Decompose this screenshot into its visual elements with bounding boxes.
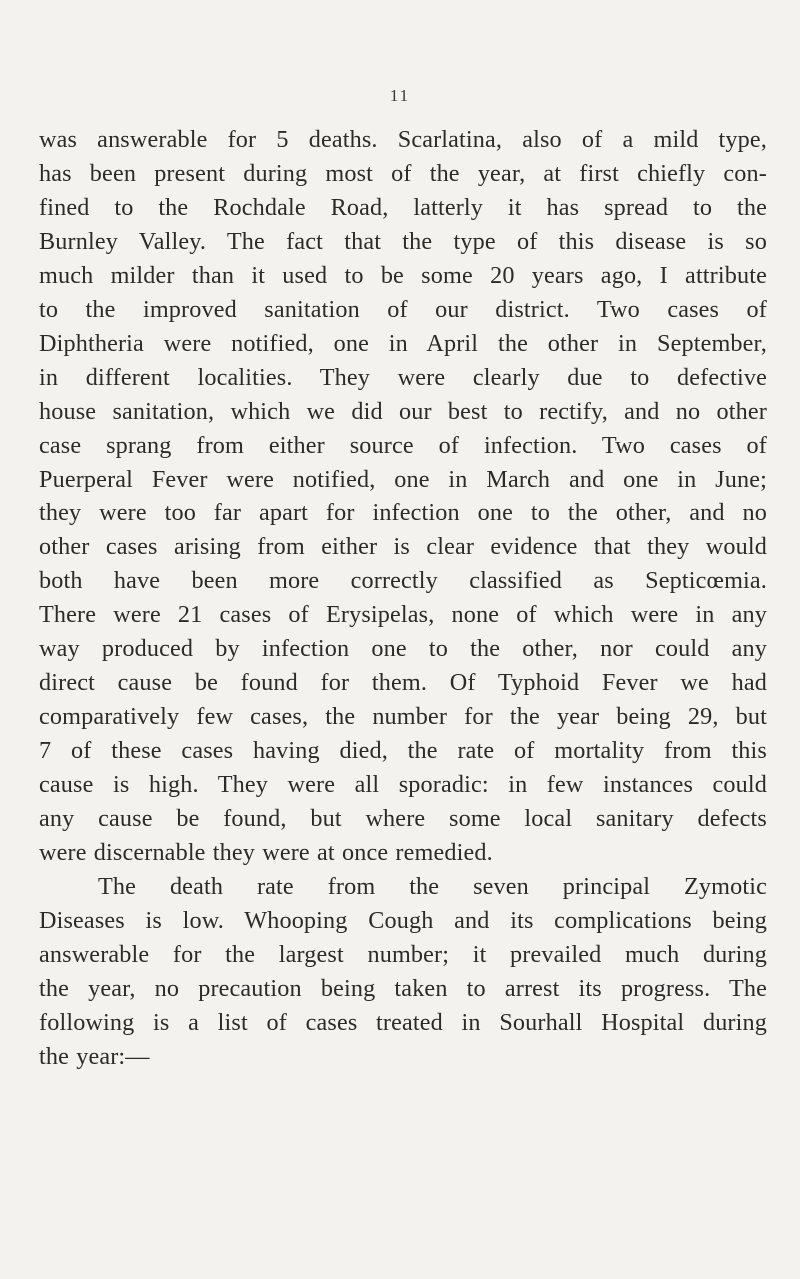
text-line: fined to the Rochdale Road, latterly it has spread to the xyxy=(39,193,767,221)
text-line: following is a list of cases treated in Sourhall Hospital during xyxy=(39,1008,767,1036)
text-line: to the improved sanitation of our district. Two cases of xyxy=(39,295,767,323)
text-line: any cause be found, but where some local sanitary defects xyxy=(39,805,767,833)
text-line: The death rate from the seven principal Zymotic xyxy=(98,872,767,900)
text-line: they were too far apart for infection one to the other, and no xyxy=(39,499,767,527)
text-line: 7 of these cases having died, the rate of mortality from this xyxy=(39,737,767,765)
text-line: Diseases is low. Whooping Cough and its complications being xyxy=(39,906,767,934)
text-line: Puerperal Fever were notified, one in March and one in June; xyxy=(39,465,767,493)
text-line: There were 21 cases of Erysipelas, none of which were in any xyxy=(39,601,767,629)
text-line: both have been more correctly classified as Septicœmia. xyxy=(39,567,767,595)
text-line: the year, no precaution being taken to arrest its progress. The xyxy=(39,974,767,1002)
text-line: much milder than it used to be some 20 years ago, I attribute xyxy=(39,261,767,289)
text-line: Burnley Valley. The fact that the type of this disease is so xyxy=(39,227,767,255)
text-line: case sprang from either source of infection. Two cases of xyxy=(39,431,767,459)
text-line: way produced by infection one to the other, nor could any xyxy=(39,635,767,663)
text-line: house sanitation, which we did our best to rectify, and no other xyxy=(39,397,767,425)
text-line: other cases arising from either is clear evidence that they would xyxy=(39,533,767,561)
paragraph xyxy=(39,870,767,1074)
text-line: were discernable they were at once remedied. xyxy=(39,839,493,867)
text-line: has been present during most of the year, at first chiefly con- xyxy=(39,159,767,187)
text-line: was answerable for 5 deaths. Scarlatina, also of a mild type, xyxy=(39,126,767,153)
text-line: cause is high. They were all sporadic: in few instances could xyxy=(39,771,767,799)
text-line: direct cause be found for them. Of Typhoid Fever we had xyxy=(39,669,767,697)
text-line: answerable for the largest number; it prevailed much during xyxy=(39,940,767,968)
text-line: comparatively few cases, the number for the year being 29, but xyxy=(39,703,767,731)
body-text xyxy=(39,123,767,1074)
text-line: in different localities. They were clearly due to defective xyxy=(39,363,767,391)
page-number: 11 xyxy=(389,86,411,105)
text-line: Diphtheria were notified, one in April the other in September, xyxy=(39,329,767,357)
text-line: the year:— xyxy=(39,1042,150,1070)
paragraph xyxy=(39,123,767,870)
